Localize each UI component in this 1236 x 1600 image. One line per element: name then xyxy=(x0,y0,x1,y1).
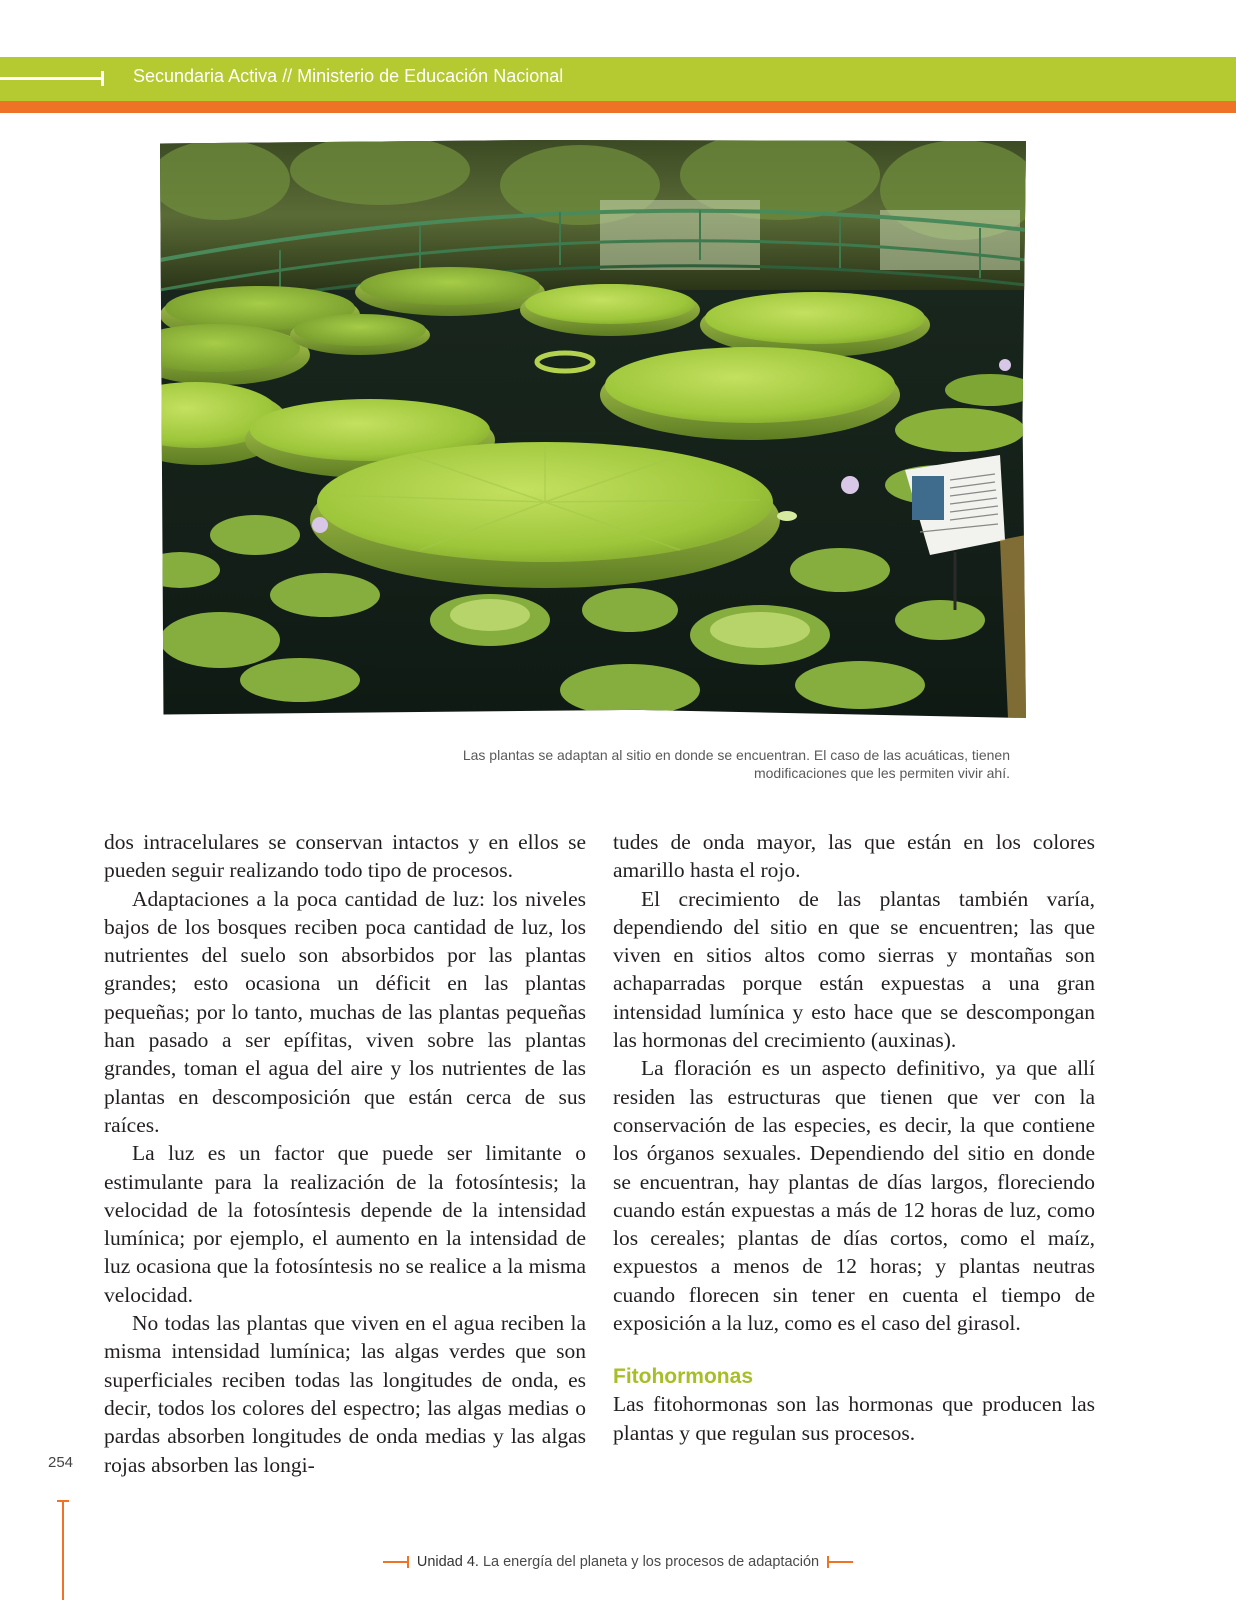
paragraph: tudes de onda mayor, las que están en los colores amarillo hasta el rojo. xyxy=(613,830,1095,883)
section-heading: Fitohormonas xyxy=(613,1365,753,1389)
lily-pond-photo xyxy=(160,140,1026,718)
margin-decor-line xyxy=(62,1500,64,1600)
footer-title: La energía del planeta y los procesos de adaptación xyxy=(478,1554,820,1570)
caption-line-1: Las plantas se adaptan al sitio en donde se encuentran. El caso de las acuáticas, tienen xyxy=(462,747,1010,763)
margin-decor-tick xyxy=(57,1500,69,1502)
paragraph: dos intracelulares se conservan intactos y en ellos se pueden seguir realizando todo tipo de procesos. xyxy=(104,830,586,883)
left-column xyxy=(104,828,586,1479)
page-number: 254 xyxy=(48,1454,74,1471)
footer-decor-right xyxy=(827,1561,853,1563)
paragraph: Las fitohormonas son las hormonas que producen las plantas y que regulan sus procesos. xyxy=(613,1392,1095,1445)
paragraph: La floración es un aspecto definitivo, ya que allí residen las estructuras que tienen que ver con la conservación de las especies, es decir, la que contiene los órganos sexuales. Dependiendo del sitio en donde se encuentran, hay plantas de días largos, floreciendo cuando están expuestas a más de 12 horas de luz, como los cereales; plantas de días cortos, como el maíz, expuestos a menos de 12 horas; y plantas neutras cuando florecen sin tener en cuenta el tiempo de exposición a la luz, como es el caso del girasol. xyxy=(613,1056,1095,1336)
footer-decor-left xyxy=(383,1561,409,1563)
header-decor-line xyxy=(0,77,103,80)
paragraph: El crecimiento de las plantas también varía, dependiendo del sitio en que se encuentren; las que viven en sitios altos como sierras y montañas son achaparradas porque están expuestas a una gran intensidad lumínica y esto hace que se descompongan las hormonas del crecimiento (auxinas). xyxy=(613,886,1095,1053)
caption-line-2: modificaciones que les permiten vivir ahí. xyxy=(753,765,1010,781)
footer-unit: Unidad 4. xyxy=(416,1554,479,1570)
paragraph: La luz es un factor que puede ser limitante o estimulante para la realización de la fotosíntesis; la velocidad de la fotosíntesis depende de la intensidad lumínica; por ejemplo, el aumento en la intensidad de luz ocasiona que la fotosíntesis no se realice a la misma velocidad. xyxy=(104,1141,586,1307)
header-decor-tick xyxy=(101,71,104,86)
header-accent-stripe xyxy=(0,101,1236,113)
right-column xyxy=(613,828,1095,1447)
paragraph: Adaptaciones a la poca cantidad de luz: los niveles bajos de los bosques reciben poca cantidad de luz, los nutrientes del suelo son absorbidos por las plantas grandes; esto ocasiona un déficit en las plantas pequeñas; por lo tanto, muchas de las plantas pequeñas han pasado a ser epífitas, viven sobre las plantas grandes, toman el agua del aire y los nutrientes de las plantas en descomposición que están cerca de sus raíces. xyxy=(104,886,586,1137)
figure-caption xyxy=(360,746,1010,782)
header-title: Secundaria Activa // Ministerio de Educación Nacional xyxy=(133,66,564,86)
footer xyxy=(0,1554,1236,1570)
paragraph: No todas las plantas que viven en el agua reciben la misma intensidad lumínica; las algas verdes que son superficiales reciben todas las longitudes de onda, es decir, todos los colores del espectro; las algas medias o pardas absorben longitudes de onda medias y las algas rojas absorben las longi- xyxy=(104,1311,586,1477)
